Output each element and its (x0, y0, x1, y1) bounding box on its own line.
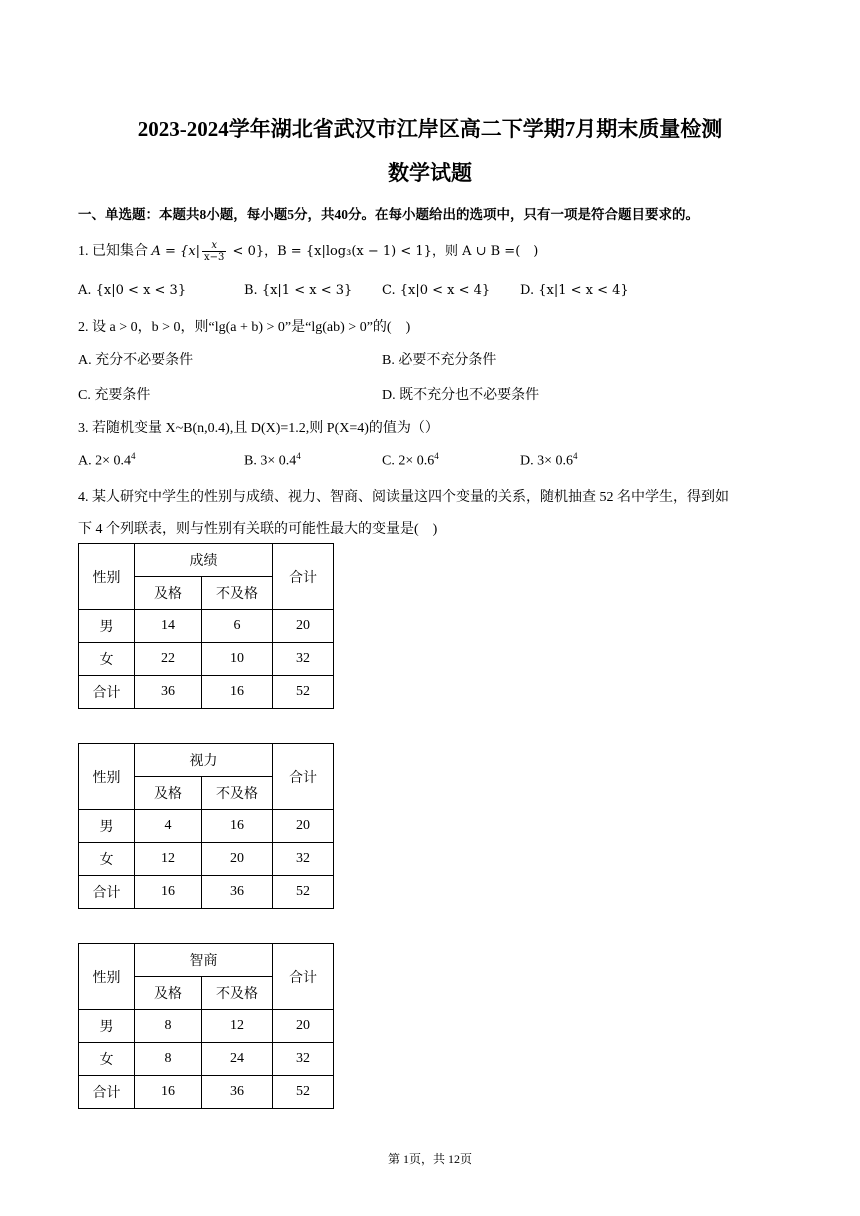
cell-total: 52 (273, 1076, 334, 1109)
cell-fail: 36 (202, 876, 273, 909)
cell-total: 32 (273, 843, 334, 876)
contingency-table-vision (78, 743, 334, 909)
cell-fail: 20 (202, 843, 273, 876)
cell-total: 32 (273, 643, 334, 676)
cell-fail: 16 (202, 676, 273, 709)
cell-pass: 8 (135, 1010, 202, 1043)
table-row (79, 1076, 334, 1109)
page-subtitle: 数学试题 (388, 161, 472, 185)
q3-option-c-exp: 4 (434, 451, 439, 461)
header-variable: 智商 (135, 944, 273, 977)
cell-pass: 36 (135, 676, 202, 709)
cell-total: 20 (273, 810, 334, 843)
q3-option-a (78, 451, 136, 470)
table-row (79, 1010, 334, 1043)
q3-option-b-label: B. 3× 0.4 (244, 453, 297, 469)
question-4-line2: 下 4 个列联表，则与性别有关联的可能性最大的变量是( ) (78, 522, 438, 537)
row-label: 女 (79, 843, 135, 876)
q3-option-a-label: A. 2× 0.4 (78, 453, 132, 469)
row-label: 合计 (79, 676, 135, 709)
row-label: 男 (79, 1010, 135, 1043)
q1-frac-den: x−3 (204, 252, 225, 263)
page-title: 2023-2024学年湖北省武汉市江岸区高二下学期7月期末质量检测 (137, 117, 723, 141)
table-row (79, 610, 334, 643)
q1-option-d: D. {x|1 < x < 4} (520, 283, 629, 298)
q1-fraction (202, 240, 226, 263)
contingency-table-grades (78, 543, 334, 709)
q1-set-a-rhs: < 0}， (228, 244, 278, 259)
row-label: 男 (79, 810, 135, 843)
q2-option-d: D. 既不充分也不必要条件 (382, 388, 540, 403)
q3-option-d-exp: 4 (573, 451, 578, 461)
cell-total: 52 (273, 676, 334, 709)
subheader-pass: 及格 (135, 777, 202, 810)
cell-total: 32 (273, 1043, 334, 1076)
q1-prefix: 1. 已知集合 (78, 244, 152, 259)
row-label: 女 (79, 643, 135, 676)
subheader-fail: 不及格 (202, 577, 273, 610)
contingency-table-iq (78, 943, 334, 1109)
cell-pass: 16 (135, 1076, 202, 1109)
table-row (79, 643, 334, 676)
cell-pass: 22 (135, 643, 202, 676)
table-row (79, 810, 334, 843)
q1-frac-num: x (202, 240, 226, 252)
q1-set-a (151, 240, 278, 263)
header-total: 合计 (273, 744, 334, 810)
cell-total: 20 (273, 1010, 334, 1043)
subheader-fail: 不及格 (202, 777, 273, 810)
question-2: 2. 设 a > 0，b > 0，则“lg(a + b) > 0”是“lg(ab) > 0”的( ) (78, 320, 411, 335)
header-gender: 性别 (79, 544, 135, 610)
cell-total: 52 (273, 876, 334, 909)
cell-fail: 24 (202, 1043, 273, 1076)
q1-option-b: B. {x|1 < x < 3} (244, 283, 353, 298)
cell-fail: 6 (202, 610, 273, 643)
question-4-line1: 4. 某人研究中学生的性别与成绩、视力、智商、阅读量这四个变量的关系，随机抽查 52 名中学生，得到如 (78, 490, 729, 505)
q2-option-b: B. 必要不充分条件 (382, 353, 497, 368)
cell-pass: 12 (135, 843, 202, 876)
header-gender: 性别 (79, 744, 135, 810)
table-row (79, 876, 334, 909)
q3-option-d (520, 451, 578, 470)
q3-option-b-exp: 4 (296, 451, 301, 461)
cell-fail: 36 (202, 1076, 273, 1109)
q1-option-c: C. {x|0 < x < 4} (382, 283, 491, 298)
header-gender: 性别 (79, 944, 135, 1010)
q3-option-d-label: D. 3× 0.6 (520, 453, 574, 469)
q3-option-a-exp: 4 (131, 451, 136, 461)
header-variable: 视力 (135, 744, 273, 777)
subheader-fail: 不及格 (202, 977, 273, 1010)
q1-option-a: A. {x|0 < x < 3} (78, 283, 187, 298)
row-label: 合计 (79, 876, 135, 909)
table-row (79, 676, 334, 709)
cell-fail: 16 (202, 810, 273, 843)
cell-pass: 8 (135, 1043, 202, 1076)
q3-option-c (382, 451, 439, 470)
cell-pass: 4 (135, 810, 202, 843)
q2-option-a: A. 充分不必要条件 (78, 353, 194, 368)
q1-set-a-lhs: A = {x| (151, 244, 201, 259)
question-1 (78, 240, 538, 263)
table-row (79, 1043, 334, 1076)
q3-option-c-label: C. 2× 0.6 (382, 453, 435, 469)
table-row (79, 843, 334, 876)
header-total: 合计 (273, 944, 334, 1010)
row-label: 合计 (79, 1076, 135, 1109)
cell-pass: 16 (135, 876, 202, 909)
row-label: 女 (79, 1043, 135, 1076)
header-variable: 成绩 (135, 544, 273, 577)
question-3: 3. 若随机变量 X~B(n,0.4),且 D(X)=1.2,则 P(X=4)的值为（） (78, 421, 439, 436)
cell-pass: 14 (135, 610, 202, 643)
cell-total: 20 (273, 610, 334, 643)
section-heading: 一、单选题：本题共8小题，每小题5分，共40分。在每小题给出的选项中，只有一项是符合题目要求的。 (78, 207, 699, 222)
subheader-pass: 及格 (135, 577, 202, 610)
q1-set-b: B = {x|log₃(x − 1) < 1}，则 A ∪ B =( ) (277, 244, 539, 259)
q2-option-c: C. 充要条件 (78, 388, 151, 403)
page-footer: 第 1页，共 12页 (387, 1152, 472, 1166)
row-label: 男 (79, 610, 135, 643)
cell-fail: 10 (202, 643, 273, 676)
q3-option-b (244, 451, 301, 470)
header-total: 合计 (273, 544, 334, 610)
cell-fail: 12 (202, 1010, 273, 1043)
subheader-pass: 及格 (135, 977, 202, 1010)
